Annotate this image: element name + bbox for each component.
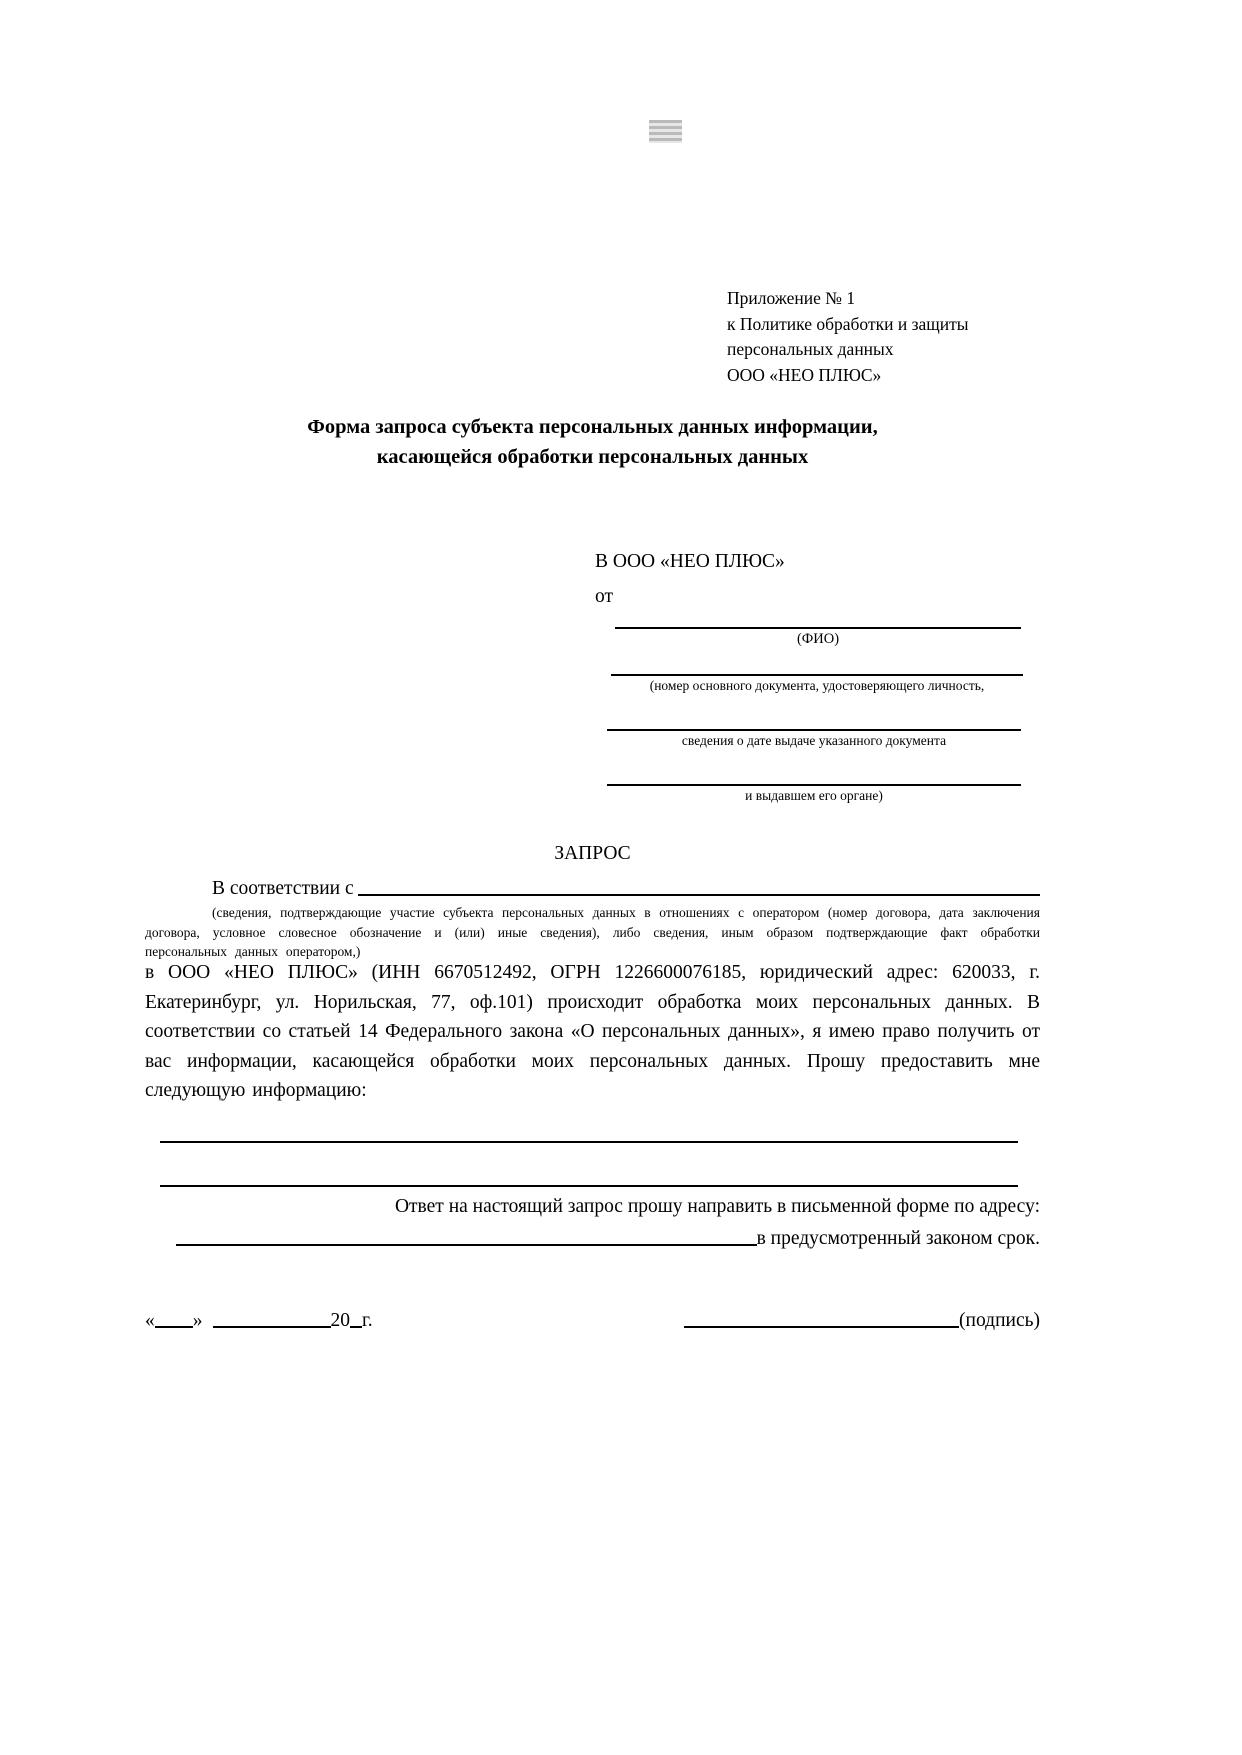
reply-address-row [145,1222,1040,1250]
document-number-caption: (номер основного документа, удостоверяющего личность, [649,678,985,693]
field-issuing-authority [607,784,1021,804]
reply-request-line: Ответ на настоящий запрос прошу направить в письменной форме по адресу: [394,1196,1040,1217]
info-fill-line-1[interactable] [160,1141,1018,1143]
field-issue-date [607,729,1021,749]
year-suffix: г. [362,1310,373,1331]
request-intro-label: В соответствии с [212,878,354,899]
field-document-number [611,674,1023,694]
signature-group [684,1310,1040,1332]
field-fio [615,627,1021,648]
document-title-line-2: касающейся обработки персональных данных [376,446,809,468]
addressee-to: В ООО «НЕО ПЛЮС» [595,551,785,572]
issuing-authority-caption: и выдавшем его органе) [745,788,883,803]
appendix-block [727,286,969,388]
signature-caption: (подпись) [959,1310,1040,1331]
info-fill-line-2[interactable] [160,1185,1018,1187]
year-fill-line[interactable] [350,1326,362,1328]
basis-fill-line[interactable] [358,894,1040,896]
reply-suffix-text: в предусмотренный законом срок. [756,1228,1040,1249]
date-quote-open: « [145,1310,155,1331]
appendix-line-1: Приложение № 1 [727,288,856,308]
request-heading: ЗАПРОС [554,843,631,864]
address-fill-line[interactable] [176,1244,757,1246]
document-title-line-1: Форма запроса субъекта персональных данных информации, [307,416,878,438]
year-prefix: 20 [330,1310,350,1331]
request-intro-row [145,872,1040,900]
signature-fill-line[interactable] [684,1326,959,1328]
basis-footnote: (сведения, подтверждающие участие субъекта персональных данных в отношениях с оператором (номер договора, дата заключения договора, условное словесное обозначение и (или) иные сведения), либо сведения, иным образом подтверждающие факт обработки персональных данных оператором,) [145,905,1040,959]
day-fill-line[interactable] [155,1326,193,1328]
month-fill-line[interactable] [213,1326,331,1328]
fio-caption: (ФИО) [796,631,840,647]
addressee-from-label: от [595,586,614,607]
appendix-line-4: ООО «НЕО ПЛЮС» [727,364,882,385]
date-signature-row [145,1300,1040,1332]
fio-fill-line[interactable] [615,627,1021,629]
appendix-line-2: к Политике обработки и защиты [727,313,969,334]
issuing-authority-fill-line[interactable] [607,784,1021,786]
appendix-line-3: персональных данных [727,339,894,359]
document-title [145,412,1040,472]
request-body-paragraph: в ООО «НЕО ПЛЮС» (ИНН 6670512492, ОГРН 1226600076185, юридический адрес: 620033, г. Екатеринбург, ул. Норильская, 77, оф.101) происходит обработка моих персональных данных. В соответствии со статьей 14 Федерального закона «О персональных данных», я имею право получить от вас информации, касающейся обработки моих персональных данных. Прошу предоставить мне следующую информацию: [145,962,1040,1101]
issue-date-caption: сведения о дате выдаче указанного документа [681,733,947,748]
date-group [145,1310,373,1332]
document-header-image [649,120,682,143]
issue-date-fill-line[interactable] [607,729,1021,731]
date-quote-close: » [192,1310,203,1331]
document-number-fill-line[interactable] [611,674,1023,676]
